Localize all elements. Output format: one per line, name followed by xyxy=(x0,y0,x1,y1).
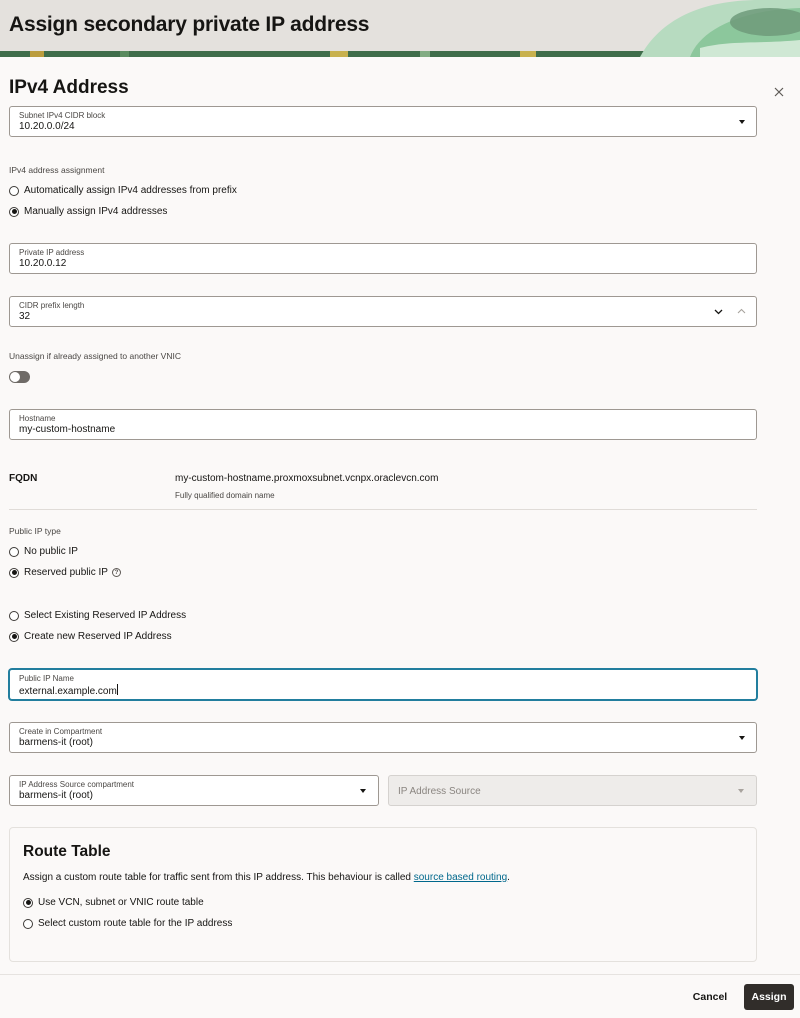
caret-down-icon xyxy=(738,789,744,793)
close-button[interactable] xyxy=(770,83,788,101)
route-table-description xyxy=(23,872,510,883)
toggle-knob xyxy=(10,372,20,382)
ipv4-assignment-label: IPv4 address assignment xyxy=(9,165,105,175)
ip-source-compartment-select[interactable] xyxy=(9,775,379,806)
ip-source-compartment-value: barmens-it (root) xyxy=(19,790,93,801)
public-ip-name-value: external.example.com xyxy=(19,686,117,697)
chevron-down-icon[interactable] xyxy=(714,307,723,316)
ip-source-placeholder: IP Address Source xyxy=(398,786,481,797)
route-table-description-end: . xyxy=(507,872,510,883)
hostname-value: my-custom-hostname xyxy=(19,424,116,435)
chevron-up-icon[interactable] xyxy=(737,307,746,316)
fqdn-label: FQDN xyxy=(9,473,38,484)
cidr-prefix-value: 32 xyxy=(19,311,31,322)
page-title: Assign secondary private IP address xyxy=(9,13,370,36)
subnet-cidr-select[interactable] xyxy=(9,106,757,137)
ip-source-select xyxy=(388,775,757,806)
public-ip-name-label: Public IP Name xyxy=(19,674,74,683)
route-table-description-text: Assign a custom route table for traffic sent from this IP address. This behaviour is called xyxy=(23,872,414,883)
radio-create-new-reserved[interactable] xyxy=(9,631,172,642)
page-header xyxy=(0,0,800,57)
radio-reserved-public-ip[interactable] xyxy=(9,567,121,578)
radio-no-public-ip-label: No public IP xyxy=(24,546,78,557)
fqdn-help-text: Fully qualified domain name xyxy=(175,491,275,500)
radio-circle-checked xyxy=(23,898,33,908)
radio-circle-checked xyxy=(9,568,19,578)
radio-use-vcn-route-table[interactable] xyxy=(23,897,204,908)
section-title-ipv4: IPv4 Address xyxy=(9,77,129,98)
divider xyxy=(9,509,757,510)
compartment-value: barmens-it (root) xyxy=(19,737,93,748)
radio-reserved-public-ip-label: Reserved public IP xyxy=(24,567,108,578)
radio-circle-checked xyxy=(9,632,19,642)
hostname-label: Hostname xyxy=(19,414,56,423)
subnet-cidr-label: Subnet IPv4 CIDR block xyxy=(19,111,106,120)
radio-circle-checked xyxy=(9,207,19,217)
fqdn-value: my-custom-hostname.proxmoxsubnet.vcnpx.oraclevcn.com xyxy=(175,473,439,484)
radio-create-new-label: Create new Reserved IP Address xyxy=(24,631,172,642)
caret-down-icon xyxy=(739,120,745,124)
close-icon xyxy=(774,87,784,97)
private-ip-value: 10.20.0.12 xyxy=(19,258,67,269)
radio-circle xyxy=(23,919,33,929)
radio-select-existing-label: Select Existing Reserved IP Address xyxy=(24,610,187,621)
source-based-routing-link[interactable]: source based routing xyxy=(413,872,508,883)
footer-bar xyxy=(0,974,800,1018)
subnet-cidr-value: 10.20.0.0/24 xyxy=(19,121,75,132)
radio-auto-assign[interactable] xyxy=(9,185,237,196)
unassign-label: Unassign if already assigned to another VNIC xyxy=(9,351,181,361)
radio-select-existing-reserved[interactable] xyxy=(9,610,186,621)
cidr-prefix-stepper[interactable] xyxy=(9,296,757,327)
ip-source-compartment-label: IP Address Source compartment xyxy=(19,780,135,789)
radio-select-custom-route-table[interactable] xyxy=(23,918,232,929)
caret-down-icon xyxy=(739,736,745,740)
cancel-button[interactable]: Cancel xyxy=(684,984,736,1010)
radio-manual-assign[interactable] xyxy=(9,206,167,217)
public-ip-name-value-wrap xyxy=(19,684,118,697)
radio-select-custom-route-table-label: Select custom route table for the IP address xyxy=(38,918,233,929)
unassign-toggle[interactable] xyxy=(9,371,30,383)
caret-down-icon xyxy=(360,789,366,793)
radio-auto-assign-label: Automatically assign IPv4 addresses from prefix xyxy=(24,185,237,196)
route-table-card xyxy=(9,827,757,962)
public-ip-type-label: Public IP type xyxy=(9,526,61,536)
radio-manual-assign-label: Manually assign IPv4 addresses xyxy=(24,206,168,217)
private-ip-label: Private IP address xyxy=(19,248,85,257)
route-table-title: Route Table xyxy=(23,843,111,860)
help-icon[interactable]: ? xyxy=(112,568,121,577)
radio-circle xyxy=(9,186,19,196)
hostname-input[interactable] xyxy=(9,409,757,440)
public-ip-name-input[interactable] xyxy=(9,669,757,700)
compartment-label: Create in Compartment xyxy=(19,727,103,736)
radio-use-vcn-route-table-label: Use VCN, subnet or VNIC route table xyxy=(38,897,204,908)
compartment-select[interactable] xyxy=(9,722,757,753)
assign-button[interactable]: Assign xyxy=(744,984,794,1010)
private-ip-input[interactable] xyxy=(9,243,757,274)
cidr-prefix-label: CIDR prefix length xyxy=(19,301,85,310)
radio-circle xyxy=(9,611,19,621)
radio-no-public-ip[interactable] xyxy=(9,546,78,557)
radio-circle xyxy=(9,547,19,557)
text-cursor xyxy=(117,684,118,695)
